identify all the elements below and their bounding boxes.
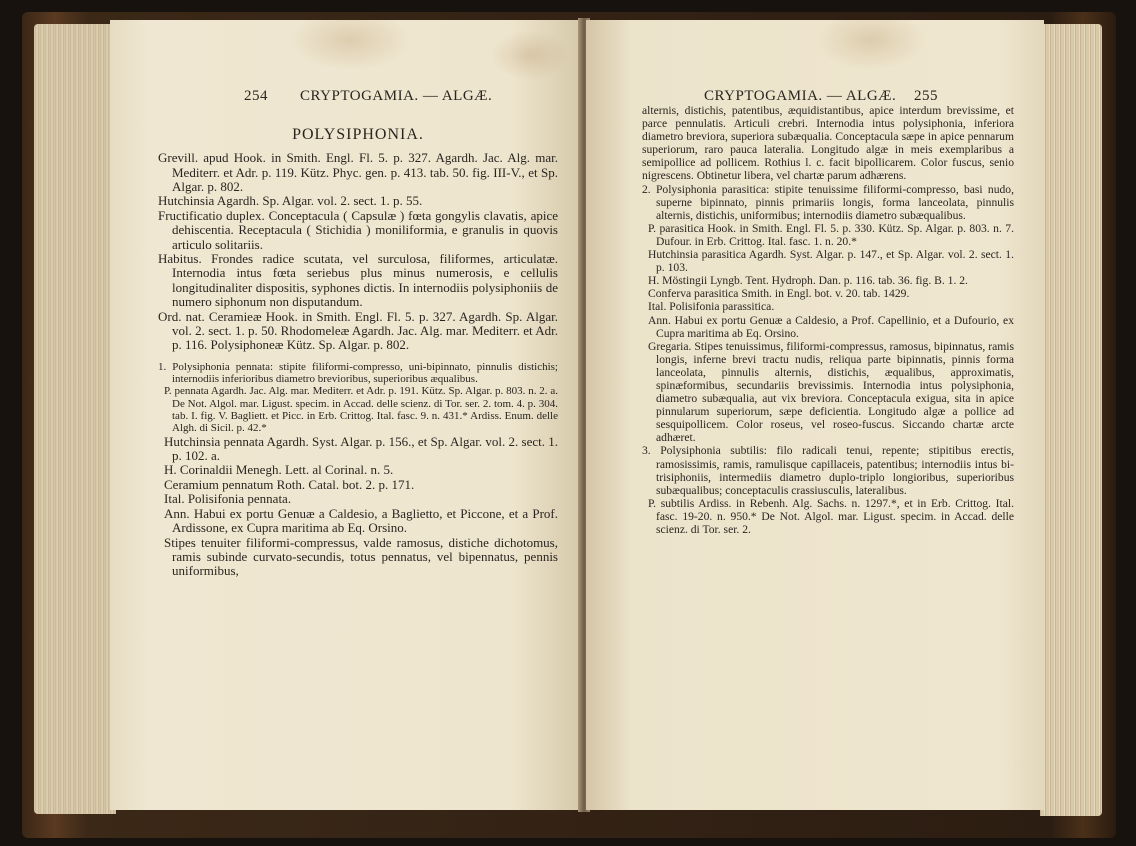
description: Gregaria. Stipes tenuissimus, filiformi-compressus, ramosus, bipinnatus, ramis longis, inferne brevi tractu nudis, reliqua parte bipinnatis, pinnis forma lanceolata, pinnulis alternis, distichis, æqualibus, approximatis, spinæformibus, secundariis brevissimis. Internodia intus polysiphonia, diametro subæqualia, aut vix breviora. Conceptacula exigua, sita in apice pinnularum superiorum, sæpe deficientia. Longitudo algæ a pollice ad sesquipollicem. Color roseus, vel roseo-fuscus. Siccando chartæ arcte adhæret.: [648, 339, 1014, 445]
description: Stipes tenuiter filiformi-compressus, valde ramosus, distiche dichotomus, ramis subinde curvato-secundis, totus pennatus, vel bipennatus, pennis uniformibus,: [164, 534, 558, 579]
left-page-body: [158, 128, 558, 579]
synonym-entry: H. Corinaldii Menegh. Lett. al Corinal. n. 5.: [164, 462, 394, 478]
right-page-body: [642, 104, 1014, 536]
paragraph: Grevill. apud Hook. in Smith. Engl. Fl. 5. p. 327. Agardh. Jac. Alg. mar. Mediterr. et Adr. p. 119. Kütz. Phyc. gen. p. 413. tab. 50. fig. III-V., et Sp. Algar. p. 802.: [158, 150, 558, 195]
page-number: 254: [244, 88, 268, 104]
page-edges-left: [34, 24, 116, 814]
annotation: Ann. Habui ex portu Genuæ a Caldesio, a Prof. Capellinio, et a Dufourio, ex Cupra maritima ab Eq. Orsino.: [648, 313, 1014, 340]
synonym-entry: Ceramium pennatum Roth. Catal. bot. 2. p. 171.: [164, 476, 415, 492]
section-title: POLYSIPHONIA.: [292, 126, 424, 143]
paragraph: Fructificatio duplex. Conceptacula ( Capsulæ ) fœta gongylis clavatis, apice dehiscentia. Receptacula ( Stichidia ) moniliformia, e granulis in quovis articulo solitariis.: [158, 207, 558, 252]
synonym-entry: P. subtilis Ardiss. in Rebenh. Alg. Sachs. n. 1297.*, et in Erb. Crittog. Ital. fasc. 19-20. n. 950.* De Not. Algol. mar. Ligust. specim. in Accad. delle scienz. di Tor. ser. 2.: [648, 496, 1014, 536]
paragraph: Ord. nat. Ceramieæ Hook. in Smith. Engl. Fl. 5. p. 327. Agardh. Sp. Algar. vol. 2. sect. 1. p. 50. Rhodomeleæ Agardh. Jac. Alg. mar. Mediterr. et Adr. p. 116. Polysiphoneæ Kütz. Sp. Algar. p. 802.: [158, 308, 558, 353]
italian-name: Ital. Polisifonia pennata.: [164, 491, 292, 507]
species-entry: 3. Polysiphonia subtilis: filo radicali tenui, repente; stipitibus erectis, ramosissimis, ramis, ramulisque capillaceis, patentibus; internodiis intus bi-trisiphoniis, intermediis diametro duplo-triplo longioribus, superioribus subæqualibus; conceptaculis crassiusculis, lateralibus.: [642, 444, 1014, 497]
synonym-entry: Conferva parasitica Smith. in Engl. bot. v. 20. tab. 1429.: [648, 287, 910, 301]
right-page: [586, 20, 1044, 810]
running-head: CRYPTOGAMIA. — ALGÆ.: [300, 88, 493, 104]
synonym-entry: H. Möstingii Lyngb. Tent. Hydroph. Dan. p. 116. tab. 36. fig. B. 1. 2.: [648, 274, 968, 288]
left-page: [110, 20, 582, 810]
synonym-entry: Hutchinsia pennata Agardh. Syst. Algar. p. 156., et Sp. Algar. vol. 2. sect. 1. p. 102. a.: [164, 433, 558, 464]
synonym-entry: P. parasitica Hook. in Smith. Engl. Fl. 5. p. 330. Kütz. Sp. Algar. p. 803. n. 7. Dufour. in Erb. Crittog. Ital. fasc. 1. n. 20.*: [648, 221, 1014, 248]
paragraph: alternis, distichis, patentibus, æquidistantibus, apice interdum brevissime, et parce pennulatis. Articuli crebri. Internodia intus polysiphonia, inferiora diametro breviora, superiora subæqualia. Conceptacula sæpe in apice pennarum superiorum, raro pauca lateralia. Longitudo algæ in meis exemplaribus a semipollice ad pollicem. Rothius l. c. facit bipollicarem. Color fuscus, senio nigrescens. Obtinetur libera, vel chartæ parum adhærens.: [642, 104, 1014, 183]
italian-name: Ital. Polisifonia parassitica.: [648, 300, 775, 314]
running-head: CRYPTOGAMIA. — ALGÆ.: [704, 88, 897, 104]
species-entry: 2. Polysiphonia parasitica: stipite tenuissime filiformi-compresso, basi nudo, superne bipinnato, pinnis primariis longis, forma lanceolata, pinnulis alternis, distichis, uniformibus; internodiis diametro subæqualibus.: [642, 182, 1014, 222]
page-number: 255: [914, 88, 938, 104]
synonym-entry: Hutchinsia parasitica Agardh. Syst. Algar. p. 147., et Sp. Algar. vol. 2. sect. 1. p. 103.: [648, 248, 1014, 275]
species-entry: 1. Polysiphonia pennata: stipite filiformi-compresso, uni-bipinnato, pinnulis distichis; internodiis inferioribus diametro brevioribus, superioribus æqualibus.: [158, 360, 558, 386]
synonym-entry: P. pennata Agardh. Jac. Alg. mar. Mediterr. et Adr. p. 191. Kütz. Sp. Algar. p. 803. n. 2. a. De Not. Algol. mar. Ligust. specim. in Accad. delle scienz. di Tor. ser. 2. tom. 4. p. 304. tab. I. fig. V. Bagliett. et Picc. in Erb. Crittog. Ital. fasc. 9. n. 431.* Ardiss. Enum. delle Algh. di Sicil. p. 42.*: [164, 385, 558, 435]
paragraph: Hutchinsia Agardh. Sp. Algar. vol. 2. sect. 1. p. 55.: [158, 193, 423, 209]
paragraph: Habitus. Frondes radice scutata, vel surculosa, filiformes, articulatæ. Internodia intus fœta seriebus plus minus numerosis, e cellulis longitudinaliter dispositis, syphones dictis. In internodiis polysiphoniis de numero siphonum non disputandum.: [158, 251, 558, 310]
annotation: Ann. Habui ex portu Genuæ a Caldesio, a Baglietto, et Piccone, et a Prof. Ardissone, ex Cupra maritima ab Eq. Orsino.: [164, 505, 558, 536]
page-edges-right: [1040, 24, 1102, 816]
